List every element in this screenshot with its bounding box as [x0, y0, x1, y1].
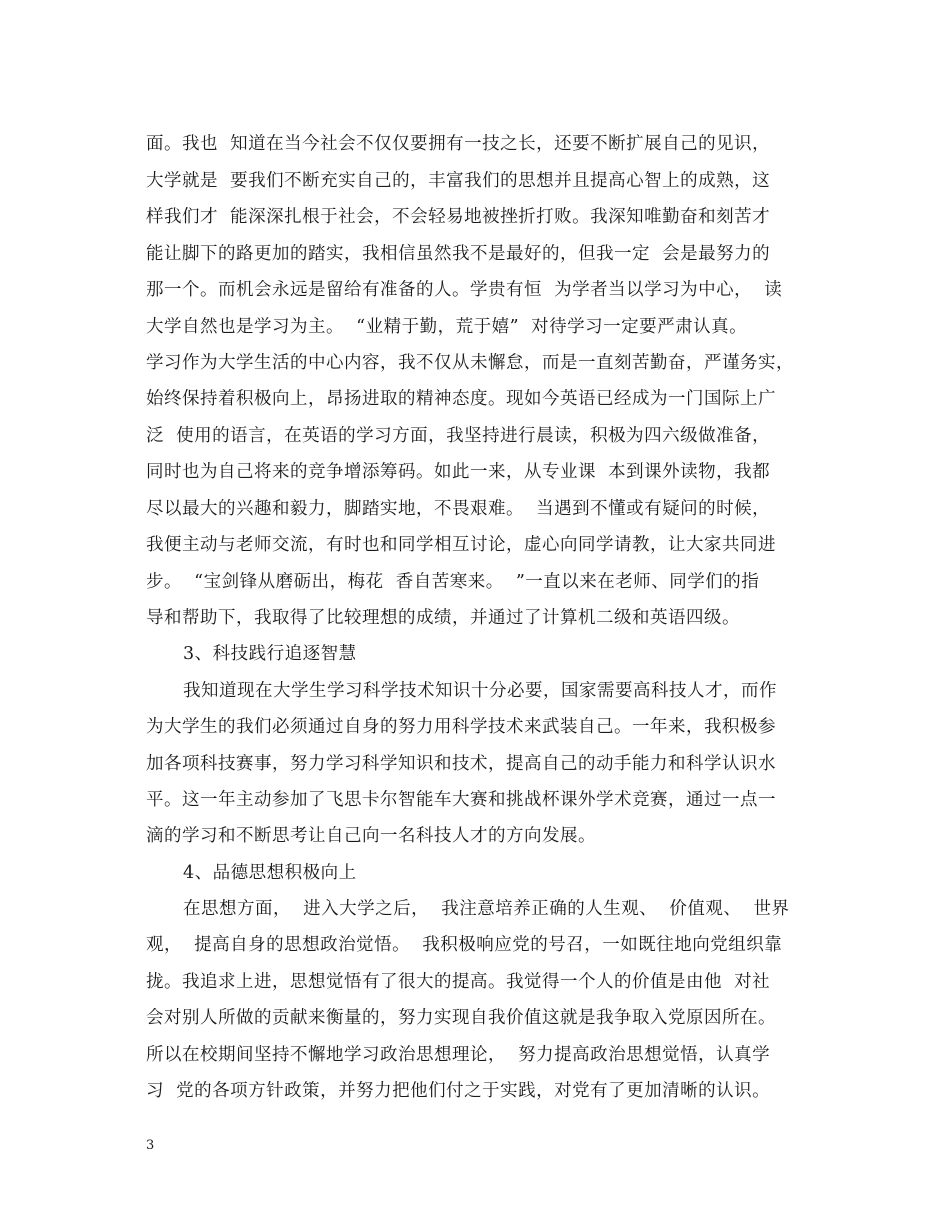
body-text-line: 加各项科技赛事，努力学习科学知识和技术，提高自己的动手能力和科学认识水 — [146, 754, 776, 774]
body-text-line: 在思想方面， 进入大学之后， 我注意培养正确的人生观、 价值观、 世界 — [183, 899, 790, 919]
body-text-line: 同时也为自己将来的竞争增添筹码。如此一来，从专业课 本到课外读物，我都 — [146, 462, 771, 482]
body-text-line: 我便主动与老师交流，有时也和同学相互讨论，虚心向同学请教，让大家共同进 — [146, 535, 776, 555]
body-text-line: 始终保持着积极向上，昂扬进取的精神态度。现如今英语已经成为一门国际上广 — [146, 389, 776, 409]
body-text-line: 平。这一年主动参加了飞思卡尔智能车大赛和挑战杯课外学术竞赛，通过一点一 — [146, 790, 776, 810]
body-text-line: 大学自然也是学习为主。 “业精于勤，荒于嬉” 对待学习一定要严肃认真。 — [146, 317, 748, 337]
body-text-line: 观， 提高自身的思想政治觉悟。 我积极响应党的号召，一如既往地向党组织靠 — [146, 935, 783, 955]
page-number: 3 — [146, 1138, 155, 1153]
body-text-line: 会对别人所做的贡献来衡量的，努力实现自我价值这就是我争取入党原因所在。 — [146, 1008, 776, 1028]
body-text-line: 我知道现在大学生学习科学技术知识十分必要，国家需要高科技人才，而作 — [183, 681, 777, 701]
body-text-line: 泛 使用的语言，在英语的学习方面，我坚持进行晨读，积极为四六级做准备， — [146, 426, 771, 446]
section-heading: 4、品德思想积极向上 — [183, 863, 357, 883]
body-text-line: 为大学生的我们必须通过自身的努力用科学技术来武装自己。一年来，我积极参 — [146, 717, 776, 737]
body-text-line: 学习作为大学生活的中心内容，我不仅从未懈怠，而是一直刻苦勤奋，严谨务实， — [146, 353, 794, 373]
body-text-line: 习 党的各项方针政策，并努力把他们付之于实践，对党有了更加清晰的认识。 — [146, 1081, 771, 1101]
section-heading: 3、科技践行追逐智慧 — [183, 644, 357, 664]
body-text-line: 步。 “宝剑锋从磨砺出，梅花 香自苦寒来。 ”一直以来在老师、同学们的指 — [146, 572, 760, 592]
body-text-line: 尽以最大的兴趣和毅力，脚踏实地，不畏艰难。 当遇到不懂或有疑问的时候， — [146, 499, 771, 519]
body-text-line: 导和帮助下，我取得了比较理想的成绩，并通过了计算机二级和英语四级。 — [146, 608, 740, 628]
body-text-line: 样我们才 能深深扎根于社会，不会轻易地被挫折打败。我深知唯勤奋和刻苦才 — [146, 207, 771, 227]
body-text-line: 能让脚下的路更加的踏实，我相信虽然我不是最好的，但我一定 会是最努力的 — [146, 244, 771, 264]
body-text-line: 面。我也 知道在当今社会不仅仅要拥有一技之长，还要不断扩展自己的见识， — [146, 134, 771, 154]
body-text-line: 大学就是 要我们不断充实自己的，丰富我们的思想并且提高心智上的成熟，这 — [146, 171, 771, 191]
body-text-line: 所以在校期间坚持不懈地学习政治思想理论， 努力提高政治思想觉悟，认真学 — [146, 1045, 771, 1065]
body-text-line: 拢。我追求上进，思想觉悟有了很大的提高。我觉得一个人的价值是由他 对社 — [146, 972, 771, 992]
body-text-line: 滴的学习和不断思考让自己向一名科技人才的方向发展。 — [146, 826, 596, 846]
body-text-line: 那一个。而机会永远是留给有准备的人。学贵有恒 为学者当以学习为中心， 读 — [146, 280, 783, 300]
